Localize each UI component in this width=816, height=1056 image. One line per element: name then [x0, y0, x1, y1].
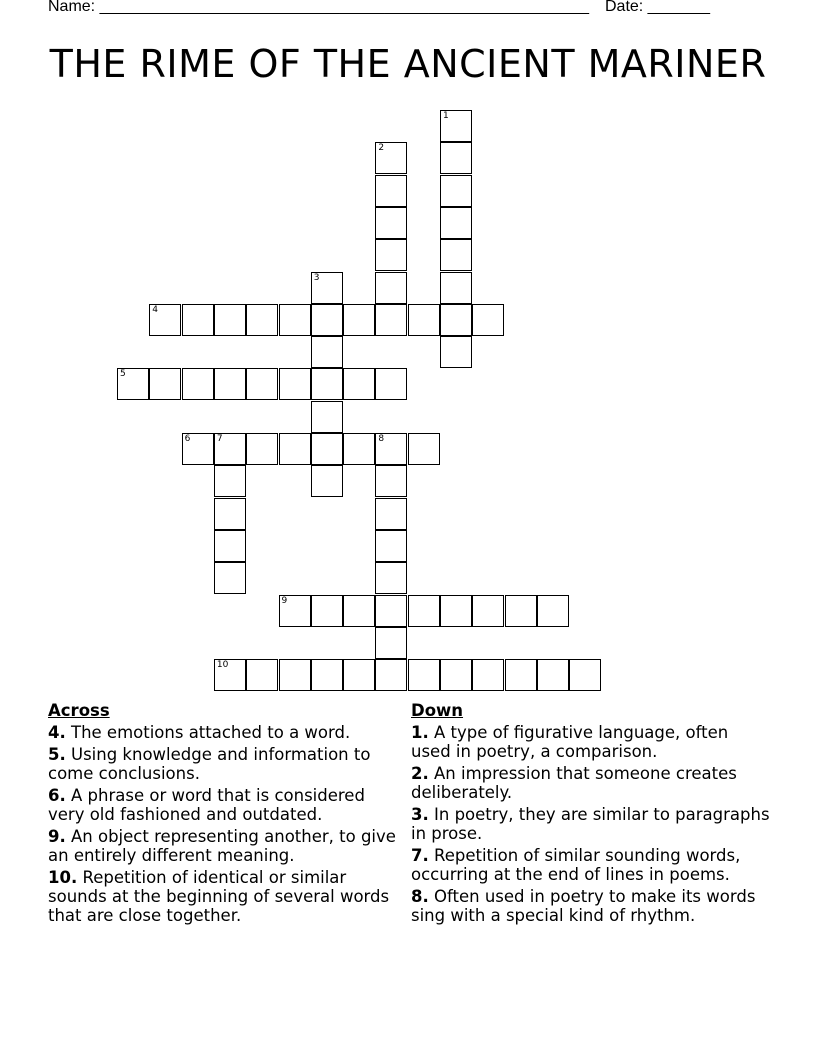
- crossword-cell[interactable]: [375, 627, 407, 659]
- down-heading: Down: [411, 701, 464, 720]
- clue-number: 8: [378, 434, 385, 444]
- crossword-cell[interactable]: [214, 465, 246, 497]
- across-clue: [48, 723, 398, 742]
- crossword-cell[interactable]: [375, 368, 407, 400]
- clue-number-label: 2.: [411, 764, 429, 783]
- clue-text: Repetition of identical or similar sounds at the beginning of several words that are close together.: [48, 868, 390, 925]
- clue-number-label: 7.: [411, 846, 429, 865]
- clue-number-label: 6.: [48, 786, 66, 805]
- clue-text: A type of figurative language, often used in poetry, a comparison.: [411, 723, 729, 761]
- crossword-cell[interactable]: [311, 465, 343, 497]
- crossword-cell[interactable]: [311, 659, 343, 691]
- crossword-cell[interactable]: [117, 368, 149, 400]
- crossword-cell[interactable]: [440, 336, 472, 368]
- crossword-cell[interactable]: [214, 530, 246, 562]
- clue-number-label: 1.: [411, 723, 429, 742]
- crossword-cell[interactable]: [214, 562, 246, 594]
- crossword-cell[interactable]: [375, 659, 407, 691]
- clue-text: An impression that someone creates deliberately.: [411, 764, 737, 802]
- crossword-cell[interactable]: [375, 272, 407, 304]
- crossword-cell[interactable]: [505, 659, 537, 691]
- clue-number: 4: [152, 304, 159, 315]
- across-heading: Across: [48, 701, 110, 720]
- across-clues: [48, 701, 398, 928]
- across-clue: [48, 868, 398, 925]
- crossword-cell[interactable]: [311, 368, 343, 400]
- crossword-cell[interactable]: [505, 595, 537, 627]
- crossword-cell[interactable]: [440, 304, 472, 336]
- crossword-cell[interactable]: [343, 595, 375, 627]
- name-date-line: [48, 0, 710, 16]
- clue-text: A phrase or word that is considered very old fashioned and outdated.: [48, 786, 365, 824]
- crossword-cell[interactable]: [375, 595, 407, 627]
- crossword-cell[interactable]: [182, 433, 214, 465]
- page-title: THE RIME OF THE ANCIENT MARINER: [49, 42, 767, 86]
- crossword-cell[interactable]: [440, 659, 472, 691]
- crossword-cell[interactable]: [311, 272, 343, 304]
- crossword-cell[interactable]: [375, 562, 407, 594]
- crossword-cell[interactable]: [279, 595, 311, 627]
- crossword-cell[interactable]: [375, 239, 407, 271]
- clue-number: 6: [184, 434, 191, 444]
- crossword-cell[interactable]: [311, 304, 343, 336]
- crossword-cell[interactable]: [440, 272, 472, 304]
- clue-number-label: 8.: [411, 887, 429, 906]
- clue-number-label: 4.: [48, 723, 66, 742]
- date-field[interactable]: Date: _______: [604, 0, 710, 15]
- down-clue: [411, 723, 771, 761]
- crossword-cell[interactable]: [279, 368, 311, 400]
- clue-number-label: 5.: [48, 745, 66, 764]
- crossword-cell[interactable]: [311, 595, 343, 627]
- crossword-cell[interactable]: [375, 175, 407, 207]
- crossword-cell[interactable]: [279, 304, 311, 336]
- crossword-cell[interactable]: [440, 239, 472, 271]
- name-field[interactable]: Name: _______________________________________________________: [48, 0, 589, 15]
- crossword-cell[interactable]: [440, 595, 472, 627]
- clue-number: 5: [120, 369, 126, 380]
- crossword-cell[interactable]: [246, 368, 278, 400]
- crossword-cell[interactable]: [440, 207, 472, 239]
- crossword-cell[interactable]: [246, 433, 278, 465]
- crossword-cell[interactable]: [537, 595, 569, 627]
- crossword-cell[interactable]: [375, 465, 407, 497]
- crossword-cell[interactable]: [440, 175, 472, 207]
- crossword-cell[interactable]: [375, 433, 407, 465]
- clue-text: In poetry, they are similar to paragraphs in prose.: [411, 805, 770, 843]
- clue-text: Repetition of similar sounding words, occurring at the end of lines in poems.: [411, 846, 741, 884]
- clue-text: The emotions attached to a word.: [65, 723, 351, 742]
- crossword-cell[interactable]: [246, 659, 278, 691]
- crossword-cell[interactable]: [279, 433, 311, 465]
- crossword-cell[interactable]: [214, 433, 246, 465]
- clue-number-label: 9.: [48, 827, 66, 846]
- crossword-cell[interactable]: [472, 595, 504, 627]
- crossword-cell[interactable]: [343, 304, 375, 336]
- crossword-cell[interactable]: [311, 336, 343, 368]
- crossword-cell[interactable]: [343, 659, 375, 691]
- crossword-cell[interactable]: [408, 659, 440, 691]
- down-clue: [411, 764, 771, 802]
- down-clues: [411, 701, 771, 928]
- clue-number: 10: [216, 660, 229, 671]
- clue-number: 7: [216, 434, 223, 444]
- across-clue: [48, 827, 398, 865]
- crossword-cell[interactable]: [408, 433, 440, 465]
- crossword-cell[interactable]: [408, 595, 440, 627]
- across-clue: [48, 786, 398, 824]
- crossword-cell[interactable]: [214, 304, 246, 336]
- crossword-cell[interactable]: [149, 368, 181, 400]
- clue-text: An object representing another, to give an entirely different meaning.: [48, 827, 396, 865]
- crossword-cell[interactable]: [375, 207, 407, 239]
- crossword-cell[interactable]: [311, 433, 343, 465]
- crossword-cell[interactable]: [214, 368, 246, 400]
- crossword-cell[interactable]: [472, 304, 504, 336]
- crossword-cell[interactable]: [440, 110, 472, 142]
- down-clue: [411, 805, 771, 843]
- crossword-cell[interactable]: [375, 304, 407, 336]
- crossword-cell[interactable]: [375, 142, 407, 174]
- crossword-cell[interactable]: [246, 304, 278, 336]
- down-clue: [411, 887, 771, 925]
- crossword-cell[interactable]: [375, 530, 407, 562]
- clue-number: 2: [378, 143, 385, 154]
- clue-number-label: 10.: [48, 868, 78, 887]
- clue-number: 1: [443, 111, 449, 121]
- crossword-cell[interactable]: [375, 498, 407, 530]
- crossword-cell[interactable]: [408, 304, 440, 336]
- crossword-cell[interactable]: [182, 304, 214, 336]
- crossword-cell[interactable]: [569, 659, 601, 691]
- crossword-cell[interactable]: [279, 659, 311, 691]
- crossword-cell[interactable]: [343, 433, 375, 465]
- crossword-cell[interactable]: [537, 659, 569, 691]
- clue-text: Using knowledge and information to come conclusions.: [48, 745, 371, 783]
- crossword-cell[interactable]: [343, 368, 375, 400]
- across-clue: [48, 745, 398, 783]
- crossword-cell[interactable]: [214, 659, 246, 691]
- down-clue: [411, 846, 771, 884]
- clue-number: 3: [313, 272, 320, 283]
- crossword-cell[interactable]: [311, 401, 343, 433]
- crossword-cell[interactable]: [472, 659, 504, 691]
- clue-text: Often used in poetry to make its words sing with a special kind of rhythm.: [411, 887, 756, 925]
- crossword-cell[interactable]: [149, 304, 181, 336]
- crossword-cell[interactable]: [214, 498, 246, 530]
- clue-number-label: 3.: [411, 805, 429, 824]
- crossword-cell[interactable]: [440, 142, 472, 174]
- crossword-cell[interactable]: [182, 368, 214, 400]
- clue-number: 9: [281, 595, 288, 606]
